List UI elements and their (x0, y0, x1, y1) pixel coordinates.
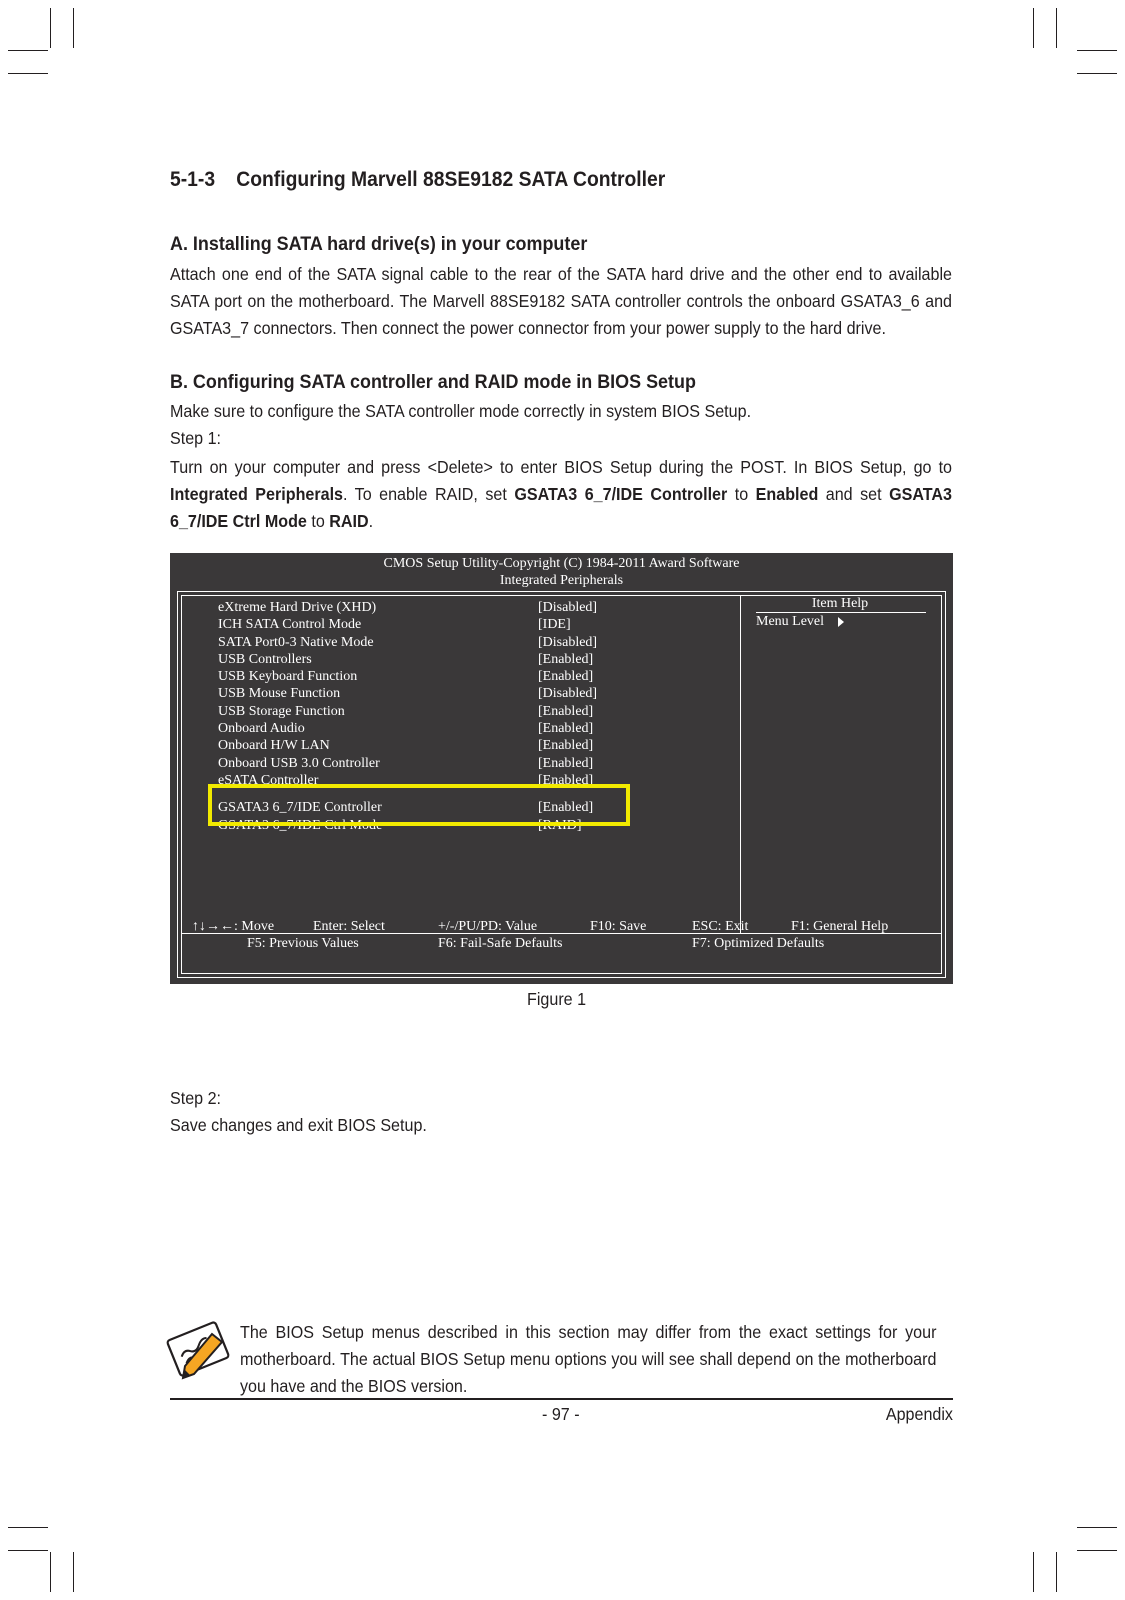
bios-divider (740, 595, 741, 933)
step1-text: Turn on your computer and press <Delete> to enter BIOS Setup during the POST. In BIOS Setup, go to Integrated Peripherals. To enable RAID, set GSATA3 6_7/IDE Controller to Enabled and set GSATA3 6_7/IDE Ctrl Mode to RAID. (170, 457, 952, 531)
footer-section-name: Appendix (885, 1404, 953, 1424)
note-pencil-icon (166, 1320, 232, 1382)
section-title-text: Configuring Marvell 88SE9182 SATA Controller (236, 168, 666, 191)
footer-f7: F7: Optimized Defaults (692, 936, 825, 951)
crop-mark (73, 1552, 74, 1592)
crop-mark (8, 1550, 48, 1551)
figure-caption: Figure 1 (527, 989, 587, 1009)
page-number: - 97 - (542, 1404, 580, 1424)
part-a-body: Attach one end of the SATA signal cable to the rear of the SATA hard drive and the other end to available SATA port on the motherboard. The Marvell 88SE9182 SATA controller controls the onboard GSATA3_6 and GSATA3_7 connectors. Then connect the power connector from your power supply to the hard drive. (170, 264, 952, 338)
bios-subtitle: Integrated Peripherals (499, 573, 624, 588)
step1-label: Step 1: (170, 428, 222, 448)
crop-mark (1033, 1552, 1034, 1592)
part-b-heading: B. Configuring SATA controller and RAID mode in BIOS Setup (170, 371, 696, 393)
step2-text: Save changes and exit BIOS Setup. (170, 1115, 427, 1135)
crop-mark (1056, 8, 1057, 48)
menu-level: Menu Level (756, 613, 844, 630)
bios-title: CMOS Setup Utility-Copyright (C) 1984-2011 Award Software (383, 556, 740, 571)
crop-mark (8, 50, 48, 51)
footer-rule (170, 1398, 953, 1400)
crop-mark (1033, 8, 1034, 48)
bios-header (170, 555, 953, 589)
footer-f10: F10: Save (590, 919, 647, 934)
crop-mark (73, 8, 74, 48)
footer-esc: ESC: Exit (692, 919, 749, 934)
bios-screen: CMOS Setup Utility-Copyright (C) 1984-2011 Award Software Integrated Peripherals eXtreme Hard Drive (XHD) [Disabled] ICH SATA Control Mode [IDE] SATA Port0-3 Native Mode [Disabled] USB Controllers [Enabled] USB Keyboard Function [Enabled] USB Mouse Function [Disabled] USB Storage Function [Enabled] Onboard Audio [Enabled] Onboard H/W LAN [Enabled] Onboard USB 3.0 Controller [Enabled] eSATA Controller [Enabled] GSATA3 6_7/IDE Controller [Enabled] GSATA3 6_7/IDE Ctrl Mode [RAID] Item Help Menu Level ↑↓→←: Move Enter: Select +/-/PU/PD: Value F10: Save ESC: Exit F1: General Help F5: Previous Values F6: Fail-Safe Defaults F7: Optimized Defaults (170, 553, 953, 984)
item-help-title: Item Help (811, 596, 869, 611)
crop-mark (8, 73, 48, 74)
note-text: The BIOS Setup menus described in this section may differ from the exact settings for your motherboard. The actual BIOS Setup menu options you will see shall depend on the motherboard you have and the BIOS version. (240, 1322, 937, 1396)
section-number: 5-1-3 (170, 168, 216, 191)
step2-label: Step 2: (170, 1088, 222, 1108)
section-title (170, 168, 665, 192)
part-b-intro: Make sure to configure the SATA controller mode correctly in system BIOS Setup. (170, 401, 752, 421)
part-a-heading: A. Installing SATA hard drive(s) in your computer (170, 233, 588, 255)
footer-f6: F6: Fail-Safe Defaults (438, 936, 563, 951)
crop-mark (1077, 1550, 1117, 1551)
crop-mark (50, 1552, 51, 1592)
crop-mark (1056, 1552, 1057, 1592)
crop-mark (8, 1527, 48, 1528)
footer-f5: F5: Previous Values (247, 936, 359, 951)
crop-mark (1077, 1527, 1117, 1528)
footer-f1: F1: General Help (791, 919, 889, 934)
triangle-right-icon (838, 617, 844, 627)
highlight-box (208, 784, 630, 826)
crop-mark (1077, 73, 1117, 74)
footer-move: ↑↓→←: Move (192, 919, 275, 934)
crop-mark (50, 8, 51, 48)
crop-mark (1077, 50, 1117, 51)
footer-value: +/-/PU/PD: Value (438, 919, 538, 934)
footer-enter: Enter: Select (313, 919, 385, 934)
